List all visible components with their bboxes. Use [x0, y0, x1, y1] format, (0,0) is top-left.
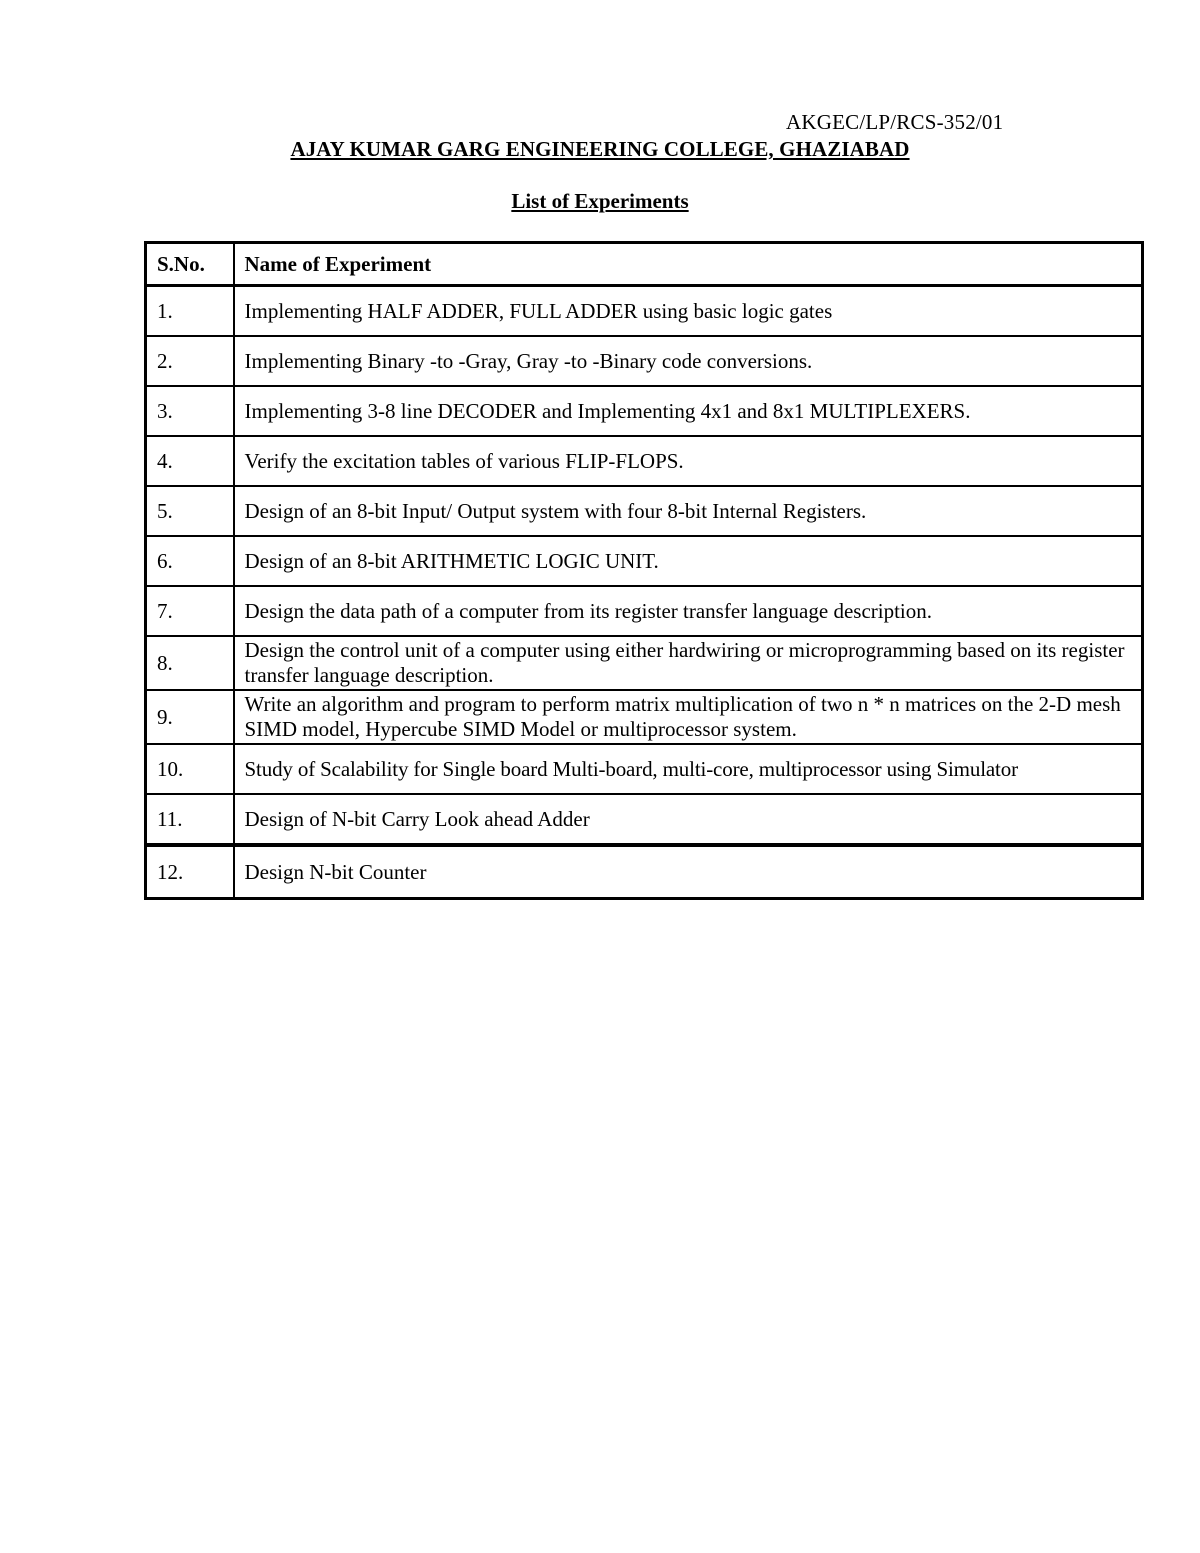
row-sno: 9. — [146, 690, 234, 744]
table-row — [146, 486, 1143, 536]
row-experiment-name: Implementing Binary -to -Gray, Gray -to -Binary code conversions. — [234, 336, 1143, 386]
table-row — [146, 845, 1143, 899]
table-row — [146, 586, 1143, 636]
table-row — [146, 690, 1143, 744]
row-sno: 8. — [146, 636, 234, 690]
row-experiment-name: Design of an 8-bit ARITHMETIC LOGIC UNIT. — [234, 536, 1143, 586]
column-header-sno: S.No. — [146, 243, 234, 286]
table-row — [146, 336, 1143, 386]
table-row — [146, 636, 1143, 690]
row-sno: 6. — [146, 536, 234, 586]
row-experiment-name: Implementing 3-8 line DECODER and Implementing 4x1 and 8x1 MULTIPLEXERS. — [234, 386, 1143, 436]
row-experiment-name: Implementing HALF ADDER, FULL ADDER using basic logic gates — [234, 286, 1143, 337]
college-title: AJAY KUMAR GARG ENGINEERING COLLEGE, GHAZIABAD — [290, 137, 910, 161]
row-experiment-name: Design the data path of a computer from its register transfer language description. — [234, 586, 1143, 636]
table-row — [146, 794, 1143, 845]
row-experiment-name: Write an algorithm and program to perform matrix multiplication of two n * n matrices on the 2-D mesh SIMD model, Hypercube SIMD Model or multiprocessor system. — [234, 690, 1143, 744]
table-row — [146, 744, 1143, 794]
table-row — [146, 286, 1143, 337]
row-sno: 1. — [146, 286, 234, 337]
table-row — [146, 386, 1143, 436]
row-sno: 11. — [146, 794, 234, 845]
row-sno: 5. — [146, 486, 234, 536]
column-header-name: Name of Experiment — [234, 243, 1143, 286]
row-sno: 12. — [146, 845, 234, 899]
table-header-row — [146, 243, 1143, 286]
row-sno: 3. — [146, 386, 234, 436]
table-row — [146, 536, 1143, 586]
list-title: List of Experiments — [511, 189, 689, 213]
row-experiment-name: Design of N-bit Carry Look ahead Adder — [234, 794, 1143, 845]
row-experiment-name: Design of an 8-bit Input/ Output system with four 8-bit Internal Registers. — [234, 486, 1143, 536]
row-experiment-name: Design N-bit Counter — [234, 845, 1143, 899]
experiments-table — [144, 241, 1144, 900]
table-row — [146, 436, 1143, 486]
row-sno: 2. — [146, 336, 234, 386]
row-sno: 7. — [146, 586, 234, 636]
row-experiment-name: Study of Scalability for Single board Multi-board, multi-core, multiprocessor using Simulator — [234, 744, 1143, 794]
document-code: AKGEC/LP/RCS-352/01 — [786, 110, 1004, 134]
row-sno: 4. — [146, 436, 234, 486]
row-experiment-name: Design the control unit of a computer using either hardwiring or microprogramming based on its register transfer language description. — [234, 636, 1143, 690]
row-sno: 10. — [146, 744, 234, 794]
row-experiment-name: Verify the excitation tables of various FLIP-FLOPS. — [234, 436, 1143, 486]
